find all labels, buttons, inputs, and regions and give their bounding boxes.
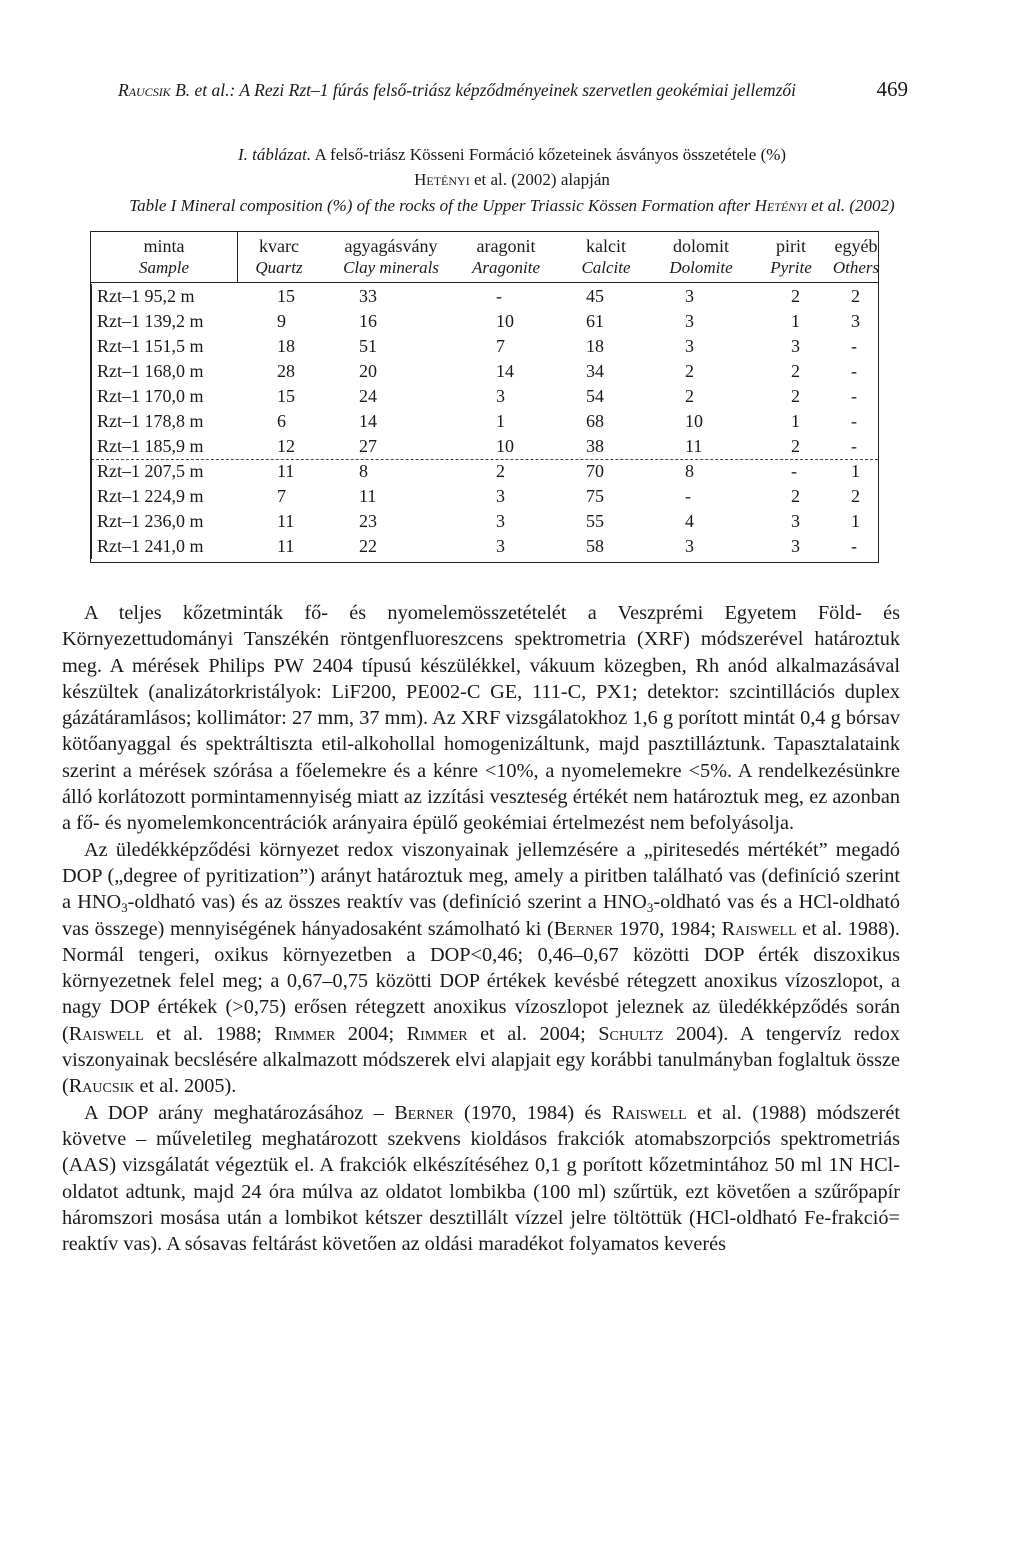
table-cell: 18 — [586, 336, 604, 356]
table-row — [91, 359, 878, 384]
table-cell: 3 — [851, 311, 860, 331]
table-cell: 1 — [496, 411, 505, 431]
table-cell: 34 — [586, 361, 604, 381]
table-cell: 10 — [496, 436, 514, 456]
table-cell: Rzt–1 95,2 m — [97, 286, 195, 306]
table-row — [91, 534, 878, 559]
table-cell: Rzt–1 236,0 m — [97, 511, 204, 531]
table-cell: 2 — [791, 436, 800, 456]
header-author: Raucsik B. — [118, 80, 191, 100]
paragraph-3: A DOP arány meghatározásához – Berner (1970, 1984) és Raiswell et al. (1988) módszerét követve – műveletileg meghatározott szekvens kioldásos frakciók atomabszorpciós spektrometriás (AAS) vizsgálatát végeztük el. A frakciók elkészítéséhez 0,1 g porított kőzetmintához 50 ml 1N HCl-oldatot adtunk, majd 24 óra múlva az oldatot lombikba (100 ml) szűrtük, ezt követően a szűrőpapír háromszori mosása után a lombikot kétszer desztillált vízzel jelre töltöttük (HCl-oldható Fe-frakció= reaktív vas). A sósavas feltárást követően az oldási maradékot folyamatos keverés — [62, 1101, 900, 1256]
table-cell: 3 — [496, 536, 505, 556]
table-cell: 11 — [685, 436, 703, 456]
table-cell: 33 — [359, 286, 377, 306]
table-row — [91, 334, 878, 359]
table-cell: 2 — [685, 361, 694, 381]
table-cell: - — [851, 386, 857, 406]
table-cell: 7 — [277, 486, 286, 506]
table-cell: 8 — [359, 461, 368, 481]
table-cell: 27 — [359, 436, 377, 456]
running-header — [118, 77, 908, 101]
table-cell: 58 — [586, 536, 604, 556]
table-cell: 2 — [791, 361, 800, 381]
table-cell: Rzt–1 224,9 m — [97, 486, 204, 506]
table-cell: 20 — [359, 361, 377, 381]
table-cell: 2 — [496, 461, 505, 481]
table-cell: Rzt–1 168,0 m — [97, 361, 204, 381]
table-cell: 10 — [685, 411, 703, 431]
table-caption-hu — [0, 145, 1024, 165]
table-row — [91, 384, 878, 409]
table-cell: 14 — [359, 411, 377, 431]
table-cell: 4 — [685, 511, 694, 531]
caption-source-author: Hetényi — [414, 170, 470, 189]
table-cell: 3 — [685, 286, 694, 306]
table-cell: 3 — [685, 311, 694, 331]
table-cell: 3 — [496, 486, 505, 506]
header-sample: minta Sample — [138, 236, 190, 277]
table-cell: 3 — [791, 536, 800, 556]
caption-en-text: Table I Mineral composition (%) of the rocks of the Upper Triassic Kössen Formation after — [129, 196, 755, 215]
table-cell: Rzt–1 170,0 m — [97, 386, 204, 406]
table-cell: 54 — [586, 386, 604, 406]
table-cell: 11 — [359, 486, 377, 506]
table-cell: 3 — [791, 336, 800, 356]
table-cell: - — [851, 361, 857, 381]
table-cell: 1 — [851, 461, 860, 481]
header-calcite: kalcit Calcite — [581, 236, 631, 277]
table-cell: 12 — [277, 436, 295, 456]
table-cell: - — [851, 436, 857, 456]
table-cell: 68 — [586, 411, 604, 431]
table-cell: 2 — [791, 486, 800, 506]
header-others: egyéb Others — [832, 236, 880, 277]
table-cell: 38 — [586, 436, 604, 456]
table-cell: 7 — [496, 336, 505, 356]
table-cell: 3 — [791, 511, 800, 531]
table-cell: 6 — [277, 411, 286, 431]
table-header-row — [91, 232, 878, 282]
table-cell: 18 — [277, 336, 295, 356]
table-cell: Rzt–1 241,0 m — [97, 536, 204, 556]
table-row — [91, 459, 878, 484]
table-cell: 2 — [851, 286, 860, 306]
table-cell: 70 — [586, 461, 604, 481]
header-clay: agyagásvány Clay minerals — [343, 236, 439, 277]
table-cell: - — [851, 336, 857, 356]
table-cell: - — [685, 486, 691, 506]
table-row — [91, 509, 878, 534]
table-cell: Rzt–1 151,5 m — [97, 336, 204, 356]
table-row — [91, 309, 878, 334]
table-row — [91, 409, 878, 434]
table-row — [91, 284, 878, 309]
table-cell: 15 — [277, 286, 295, 306]
table-cell: 9 — [277, 311, 286, 331]
table-cell: 51 — [359, 336, 377, 356]
table-cell: 2 — [851, 486, 860, 506]
paragraph-2: Az üledékképződési környezet redox viszonyainak jellemzésére a „piritesedés mértékét” megadó DOP („degree of pyritization”) arányt határoztuk meg, amely a piritben található vas (definíció szerint a $HNO_3$-oldható vas) és az összes reaktív vas (definíció szerint a $HNO_3$-oldható vas és a HCl-oldható vas összege) mennyiségének hányadosaként számolható ki (Berner 1970, 1984; Raiswell et al. 1988). Normál tengeri, oxikus környezetben a DOP<0,46; 0,46–0,67 közötti DOP érték diszoxikus környezetnek felel meg; a 0,67–0,75 közötti DOP értékek kevésbé rétegzett anoxikus vízoszlopot, a nagy DOP értékek (>0,75) erősen rétegzett anoxikus vízoszlopot jeleznek az üledékképződés során (Raiswell et al. 1988; Rimmer 2004; Rimmer et al. 2004; Schultz 2004). A tengervíz redox viszonyainak becslésére alkalmazott módszerek elvi alapjait egy korábbi tanulmányban foglaltuk össze (Raucsik et al. 2005). — [62, 838, 901, 1098]
table-cell: 55 — [586, 511, 604, 531]
header-dolomite: dolomit Dolomite — [669, 236, 733, 277]
table-cell: 23 — [359, 511, 377, 531]
table-caption-en — [0, 196, 1024, 216]
table-cell: 2 — [791, 386, 800, 406]
table-row — [91, 434, 878, 459]
table-cell: 15 — [277, 386, 295, 406]
table-cell: 61 — [586, 311, 604, 331]
table-cell: 16 — [359, 311, 377, 331]
table-cell: 14 — [496, 361, 514, 381]
caption-en-rest: et al. (2002) — [806, 196, 895, 215]
table-cell: Rzt–1 139,2 m — [97, 311, 204, 331]
page-number: 469 — [876, 77, 908, 101]
table-cell: 11 — [277, 511, 295, 531]
paragraph-1: A teljes kőzetminták fő- és nyomelemösszetételét a Veszprémi Egyetem Föld- és Környezettudományi Tanszékén röntgenfluoreszcens spektrometria (XRF) módszerével határoztuk meg. A mérések Philips PW 2404 típusú készülékkel, vákuum közegben, Rh anód alkalmazásával készültek (analizátorkristályok: LiF200, PE002-C GE, 111-C, PX1; detektor: szcintillációs duplex gázátáramlásos; kollimátor: 27 mm, 37 mm). Az XRF vizsgálatokhoz 1,6 g porított mintát 0,4 g bórsav kötőanyaggal és spektráltiszta etil-alkohollal homogenizáltunk, majd pasztilláztunk. Tapasztalataink szerint a mérések szórása a főelemekre és a kénre <10%, a nyomelemekre <5%. A rendelkezésünkre álló korlátozott pormintamennyiség miatt az izzítási veszteség értékét nem határoztuk meg, ez azonban a fő- és nyomelemkoncentrációk arányaira épülő geokémiai értelmezést nem befolyásolja. — [62, 602, 900, 835]
caption-source-rest: et al. (2002) alapján — [469, 170, 610, 189]
table-cell: 11 — [277, 461, 295, 481]
table-cell: 3 — [496, 511, 505, 531]
table-cell: - — [851, 411, 857, 431]
table-cell: 1 — [791, 311, 800, 331]
table-cell: 45 — [586, 286, 604, 306]
table-row — [91, 484, 878, 509]
table-cell: 8 — [685, 461, 694, 481]
body-text — [62, 600, 900, 1257]
table-cell: 2 — [685, 386, 694, 406]
caption-en-author: Hetényi — [754, 196, 807, 215]
header-pyrite: pirit Pyrite — [770, 236, 812, 277]
table-cell: 22 — [359, 536, 377, 556]
table-cell: 1 — [851, 511, 860, 531]
mineral-composition-table — [90, 231, 879, 563]
header-title: et al.: A Rezi Rzt–1 fúrás felső-triász képződményeinek szervetlen geokémiai jellemzői — [190, 80, 797, 100]
table-cell: 3 — [685, 336, 694, 356]
table-cell: 3 — [685, 536, 694, 556]
table-caption-hu-source — [0, 170, 1024, 190]
table-label: I. táblázat. — [237, 145, 312, 164]
header-aragonite: aragonit Aragonite — [472, 236, 540, 277]
table-cell: - — [791, 461, 797, 481]
table-cell: 24 — [359, 386, 377, 406]
table-cell: 2 — [791, 286, 800, 306]
header-quartz: kvarc Quartz — [255, 236, 303, 277]
table-cell: - — [496, 286, 502, 306]
table-cell: - — [851, 536, 857, 556]
table-cell: Rzt–1 185,9 m — [97, 436, 204, 456]
table-cell: 1 — [791, 411, 800, 431]
table-cell: 75 — [586, 486, 604, 506]
table-cell: Rzt–1 207,5 m — [97, 461, 204, 481]
caption-hu-text: A felső-triász Kösseni Formáció kőzeteinek ásványos összetétele (%) — [311, 145, 787, 164]
table-cell: Rzt–1 178,8 m — [97, 411, 204, 431]
table-cell: 3 — [496, 386, 505, 406]
table-cell: 11 — [277, 536, 295, 556]
table-cell: 10 — [496, 311, 514, 331]
table-cell: 28 — [277, 361, 295, 381]
